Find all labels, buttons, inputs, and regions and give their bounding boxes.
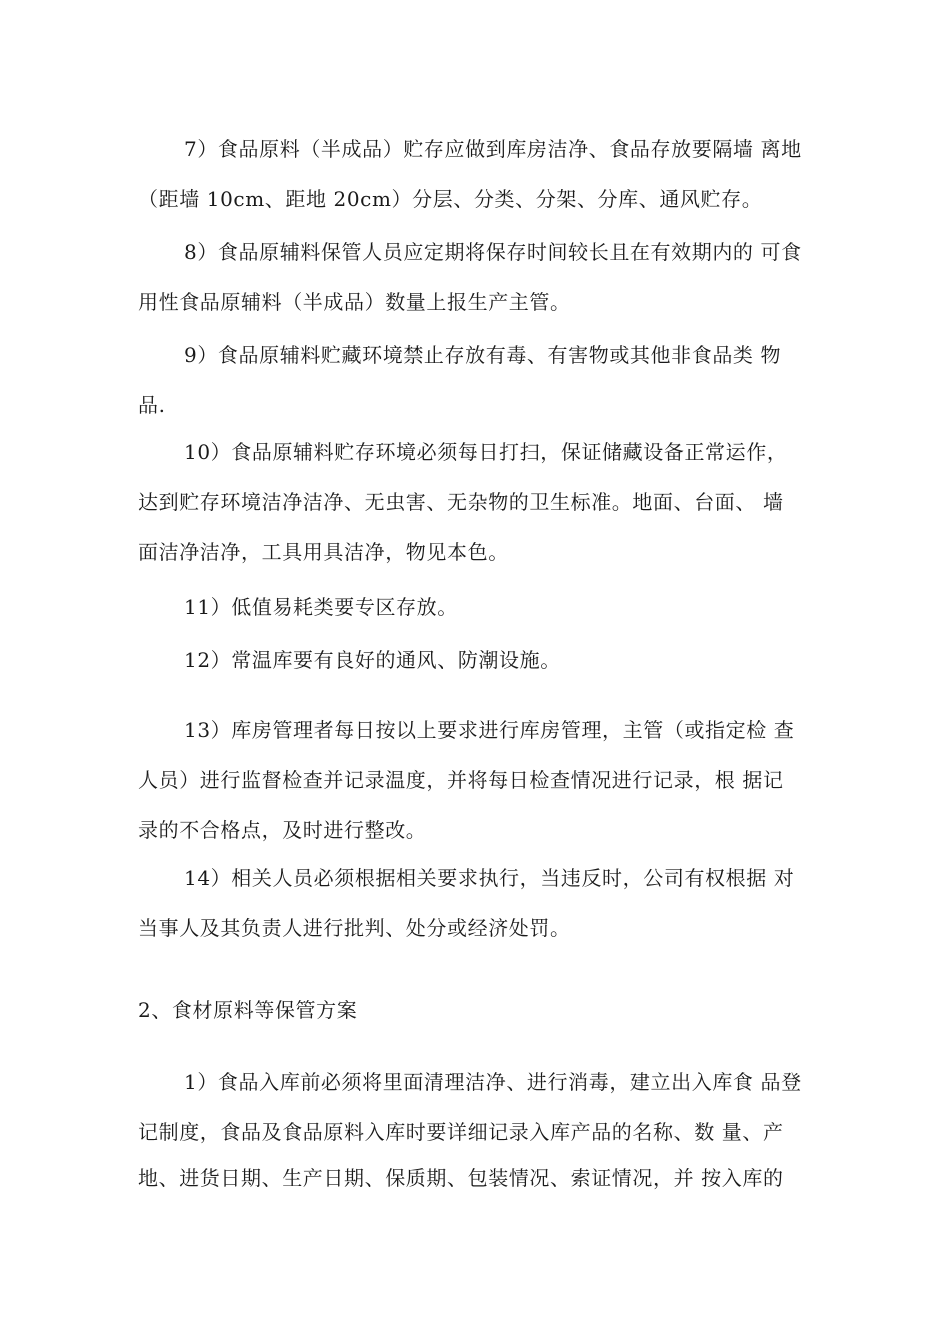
paragraph-13-line-2: 人员）进行监督检查并记录温度，并将每日检查情况进行记录，根 据记	[138, 768, 784, 792]
paragraph-13-line-3: 录的不合格点，及时进行整改。	[138, 818, 427, 842]
paragraph-14-line-1: 14）相关人员必须根据相关要求执行，当违反时，公司有权根据 对	[184, 866, 795, 890]
paragraph-10-line-2: 达到贮存环境洁净洁净、无虫害、无杂物的卫生标准。地面、台面、 墙	[138, 490, 784, 514]
paragraph-11: 11）低值易耗类要专区存放。	[184, 595, 458, 619]
section-paragraph-1-line-3: 地、进货日期、生产日期、保质期、包装情况、索证情况，并 按入库的	[138, 1166, 784, 1190]
paragraph-9-line-2: 品.	[138, 393, 166, 417]
section-heading: 2、食材原料等保管方案	[138, 998, 358, 1022]
paragraph-12: 12）常温库要有良好的通风、防潮设施。	[184, 648, 561, 672]
paragraph-13-line-1: 13）库房管理者每日按以上要求进行库房管理，主管（或指定检 查	[184, 718, 795, 742]
paragraph-10-line-1: 10）食品原辅料贮存环境必须每日打扫，保证储藏设备正常运作，	[184, 440, 788, 464]
paragraph-7-line-1: 7）食品原料（半成品）贮存应做到库房洁净、食品存放要隔墙 离地	[184, 137, 802, 161]
paragraph-8-line-2: 用性食品原辅料（半成品）数量上报生产主管。	[138, 290, 571, 314]
section-paragraph-1-line-1: 1）食品入库前必须将里面清理洁净、进行消毒，建立出入库食 品登	[184, 1070, 802, 1094]
paragraph-8-line-1: 8）食品原辅料保管人员应定期将保存时间较长且在有效期内的 可食	[184, 240, 802, 264]
paragraph-14-line-2: 当事人及其负责人进行批判、处分或经济处罚。	[138, 916, 571, 940]
paragraph-9-line-1: 9）食品原辅料贮藏环境禁止存放有毒、有害物或其他非食品类 物	[184, 343, 782, 367]
section-paragraph-1-line-2: 记制度，食品及食品原料入库时要详细记录入库产品的名称、数 量、产	[138, 1120, 784, 1144]
paragraph-10-line-3: 面洁净洁净，工具用具洁净，物见本色。	[138, 540, 509, 564]
paragraph-7-line-2: （距墙 10cm、距地 20cm）分层、分类、分架、分库、通风贮存。	[138, 187, 763, 211]
